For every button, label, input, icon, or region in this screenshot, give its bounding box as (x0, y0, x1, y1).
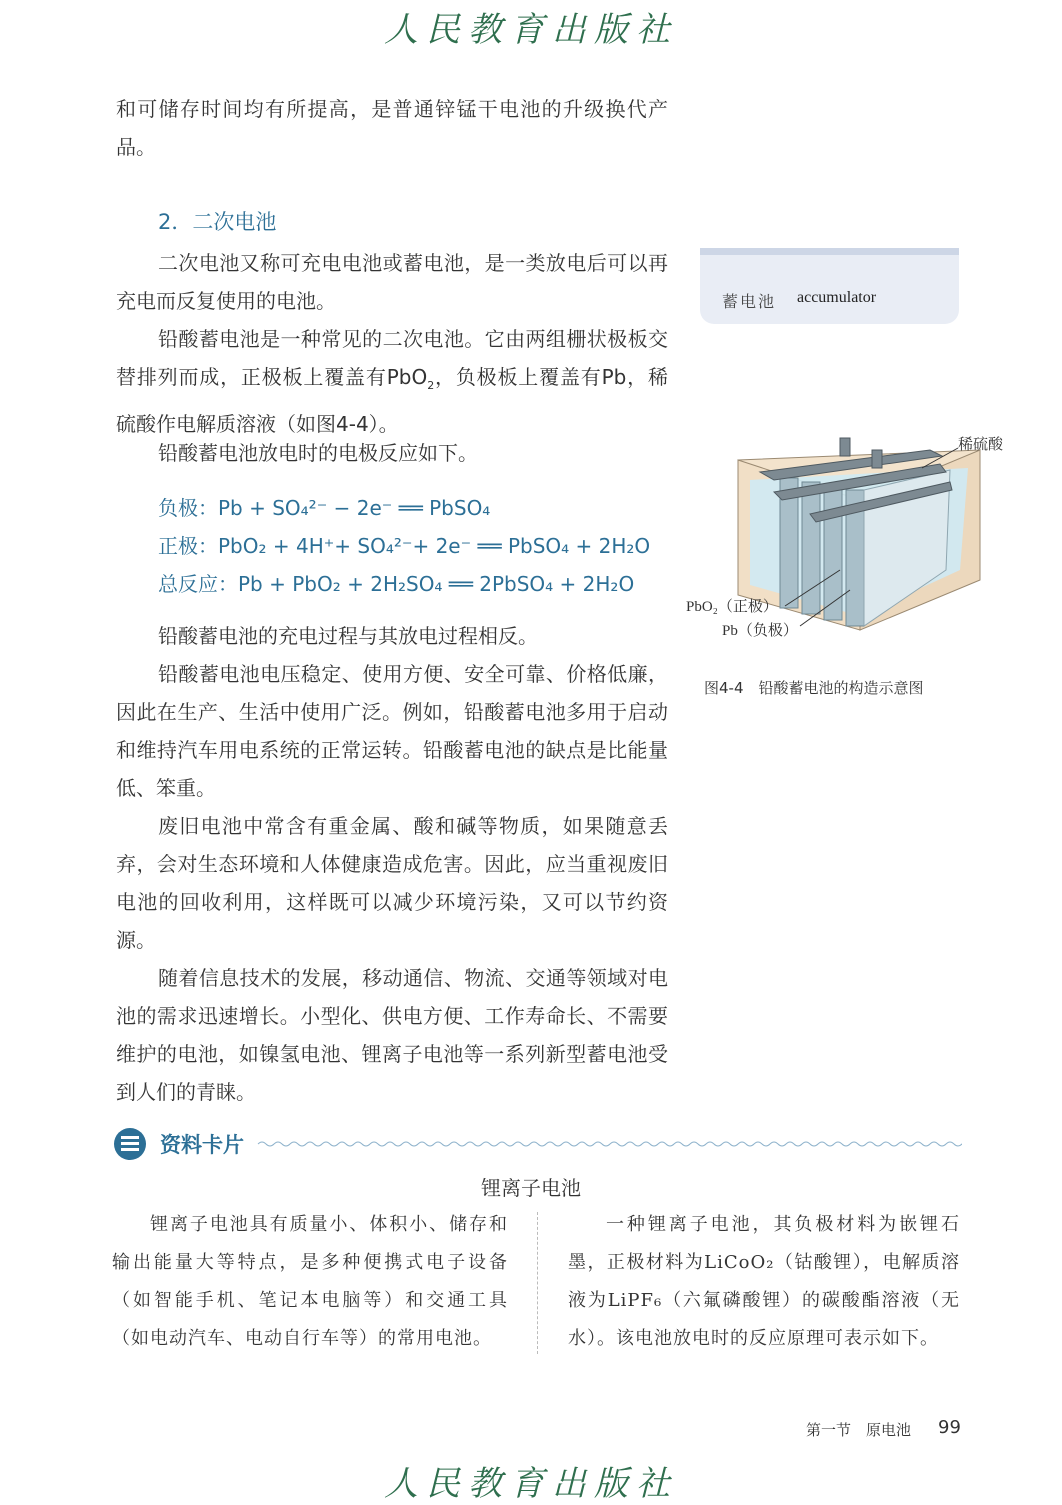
paragraph-charging: 铅酸蓄电池的充电过程与其放电过程相反。 (158, 624, 538, 648)
footer-publisher-logo: 人民教育出版社 (384, 1464, 678, 1504)
vocabulary-box (700, 248, 959, 324)
info-card-divider (537, 1212, 538, 1354)
figure-label-pb: Pb（负极） (722, 623, 798, 639)
section-title: 2．二次电池 (158, 210, 277, 234)
paragraph-secondary-battery-def: 二次电池又称可充电电池或蓄电池，是一类放电后可以再充电而反复使用的电池。 (116, 251, 668, 313)
figure-caption: 图4-4 铅酸蓄电池的构造示意图 (704, 679, 924, 697)
figure-label-acid: 稀硫酸 (958, 435, 1004, 453)
paragraph-new-batteries: 随着信息技术的发展，移动通信、物流、交通等领域对电池的需求迅速增长。小型化、供电方便、工作寿命长、不需要维护的电池，如镍氢电池、锂离子电池等一系列新型蓄电池受到人们的青睐。 (116, 966, 668, 1104)
header-publisher-logo: 人民教育出版社 (384, 10, 678, 50)
footer-section-name: 第一节 原电池 (806, 1421, 912, 1439)
paragraph-advantages: 铅酸蓄电池电压稳定、使用方便、安全可靠、价格低廉，因此在生产、生活中使用广泛。例如，铅酸蓄电池多用于启动和维持汽车用电系统的正常运转。铅酸蓄电池的缺点是比能量低、笨重。 (116, 662, 668, 800)
paragraph-lead-acid-structure (116, 320, 668, 443)
info-card-right-text: 一种锂离子电池，其负极材料为嵌锂石墨，正极材料为LiCoO₂（钴酸锂），电解质溶液为LiPF₆（六氟磷酸锂）的碳酸酯溶液（无水）。该电池放电时的反应原理可表示如下。 (568, 1214, 960, 1349)
equation-negative: 负极：Pb + SO₄²⁻ − 2e⁻ ══ PbSO₄ (158, 496, 491, 520)
para2-subscript: 2 (427, 379, 435, 392)
equation-overall: 总反应：Pb + PbO₂ + 2H₂SO₄ ══ 2PbSO₄ + 2H₂O (158, 572, 635, 596)
para2-text-a: 铅酸蓄电池是一种常见的二次电池。它由两组栅状极板交替排列而成，正极板上覆盖有PbO (116, 327, 668, 389)
vocab-english: accumulator (797, 289, 877, 306)
vocab-chinese: 蓄电池 (722, 292, 777, 311)
para2-text-b: ，负极板上覆盖有Pb，稀硫酸作电解质溶液（如图4-4）。 (116, 365, 668, 436)
paragraph-discharge-intro: 铅酸蓄电池放电时的电极反应如下。 (158, 441, 478, 465)
footer-page-number: 99 (938, 1417, 961, 1438)
paragraph-continued: 和可储存时间均有所提高，是普通锌锰干电池的升级换代产品。 (116, 97, 668, 159)
info-card-subtitle: 锂离子电池 (481, 1176, 581, 1200)
equation-positive: 正极：PbO₂ + 4H⁺+ SO₄²⁻+ 2e⁻ ══ PbSO₄ + 2H₂O (158, 534, 651, 558)
info-card-left-text: 锂离子电池具有质量小、体积小、储存和输出能量大等特点，是多种便携式电子设备（如智能手机、笔记本电脑等）和交通工具（如电动汽车、电动自行车等）的常用电池。 (112, 1214, 508, 1349)
paragraph-recycling: 废旧电池中常含有重金属、酸和碱等物质，如果随意丢弃，会对生态环境和人体健康造成危害。因此，应当重视废旧电池的回收利用，这样既可以减少环境污染，又可以节约资源。 (116, 814, 668, 952)
info-card-title: 资料卡片 (160, 1133, 244, 1157)
figure-label-pbo2: PbO₂（正极） (686, 599, 778, 615)
